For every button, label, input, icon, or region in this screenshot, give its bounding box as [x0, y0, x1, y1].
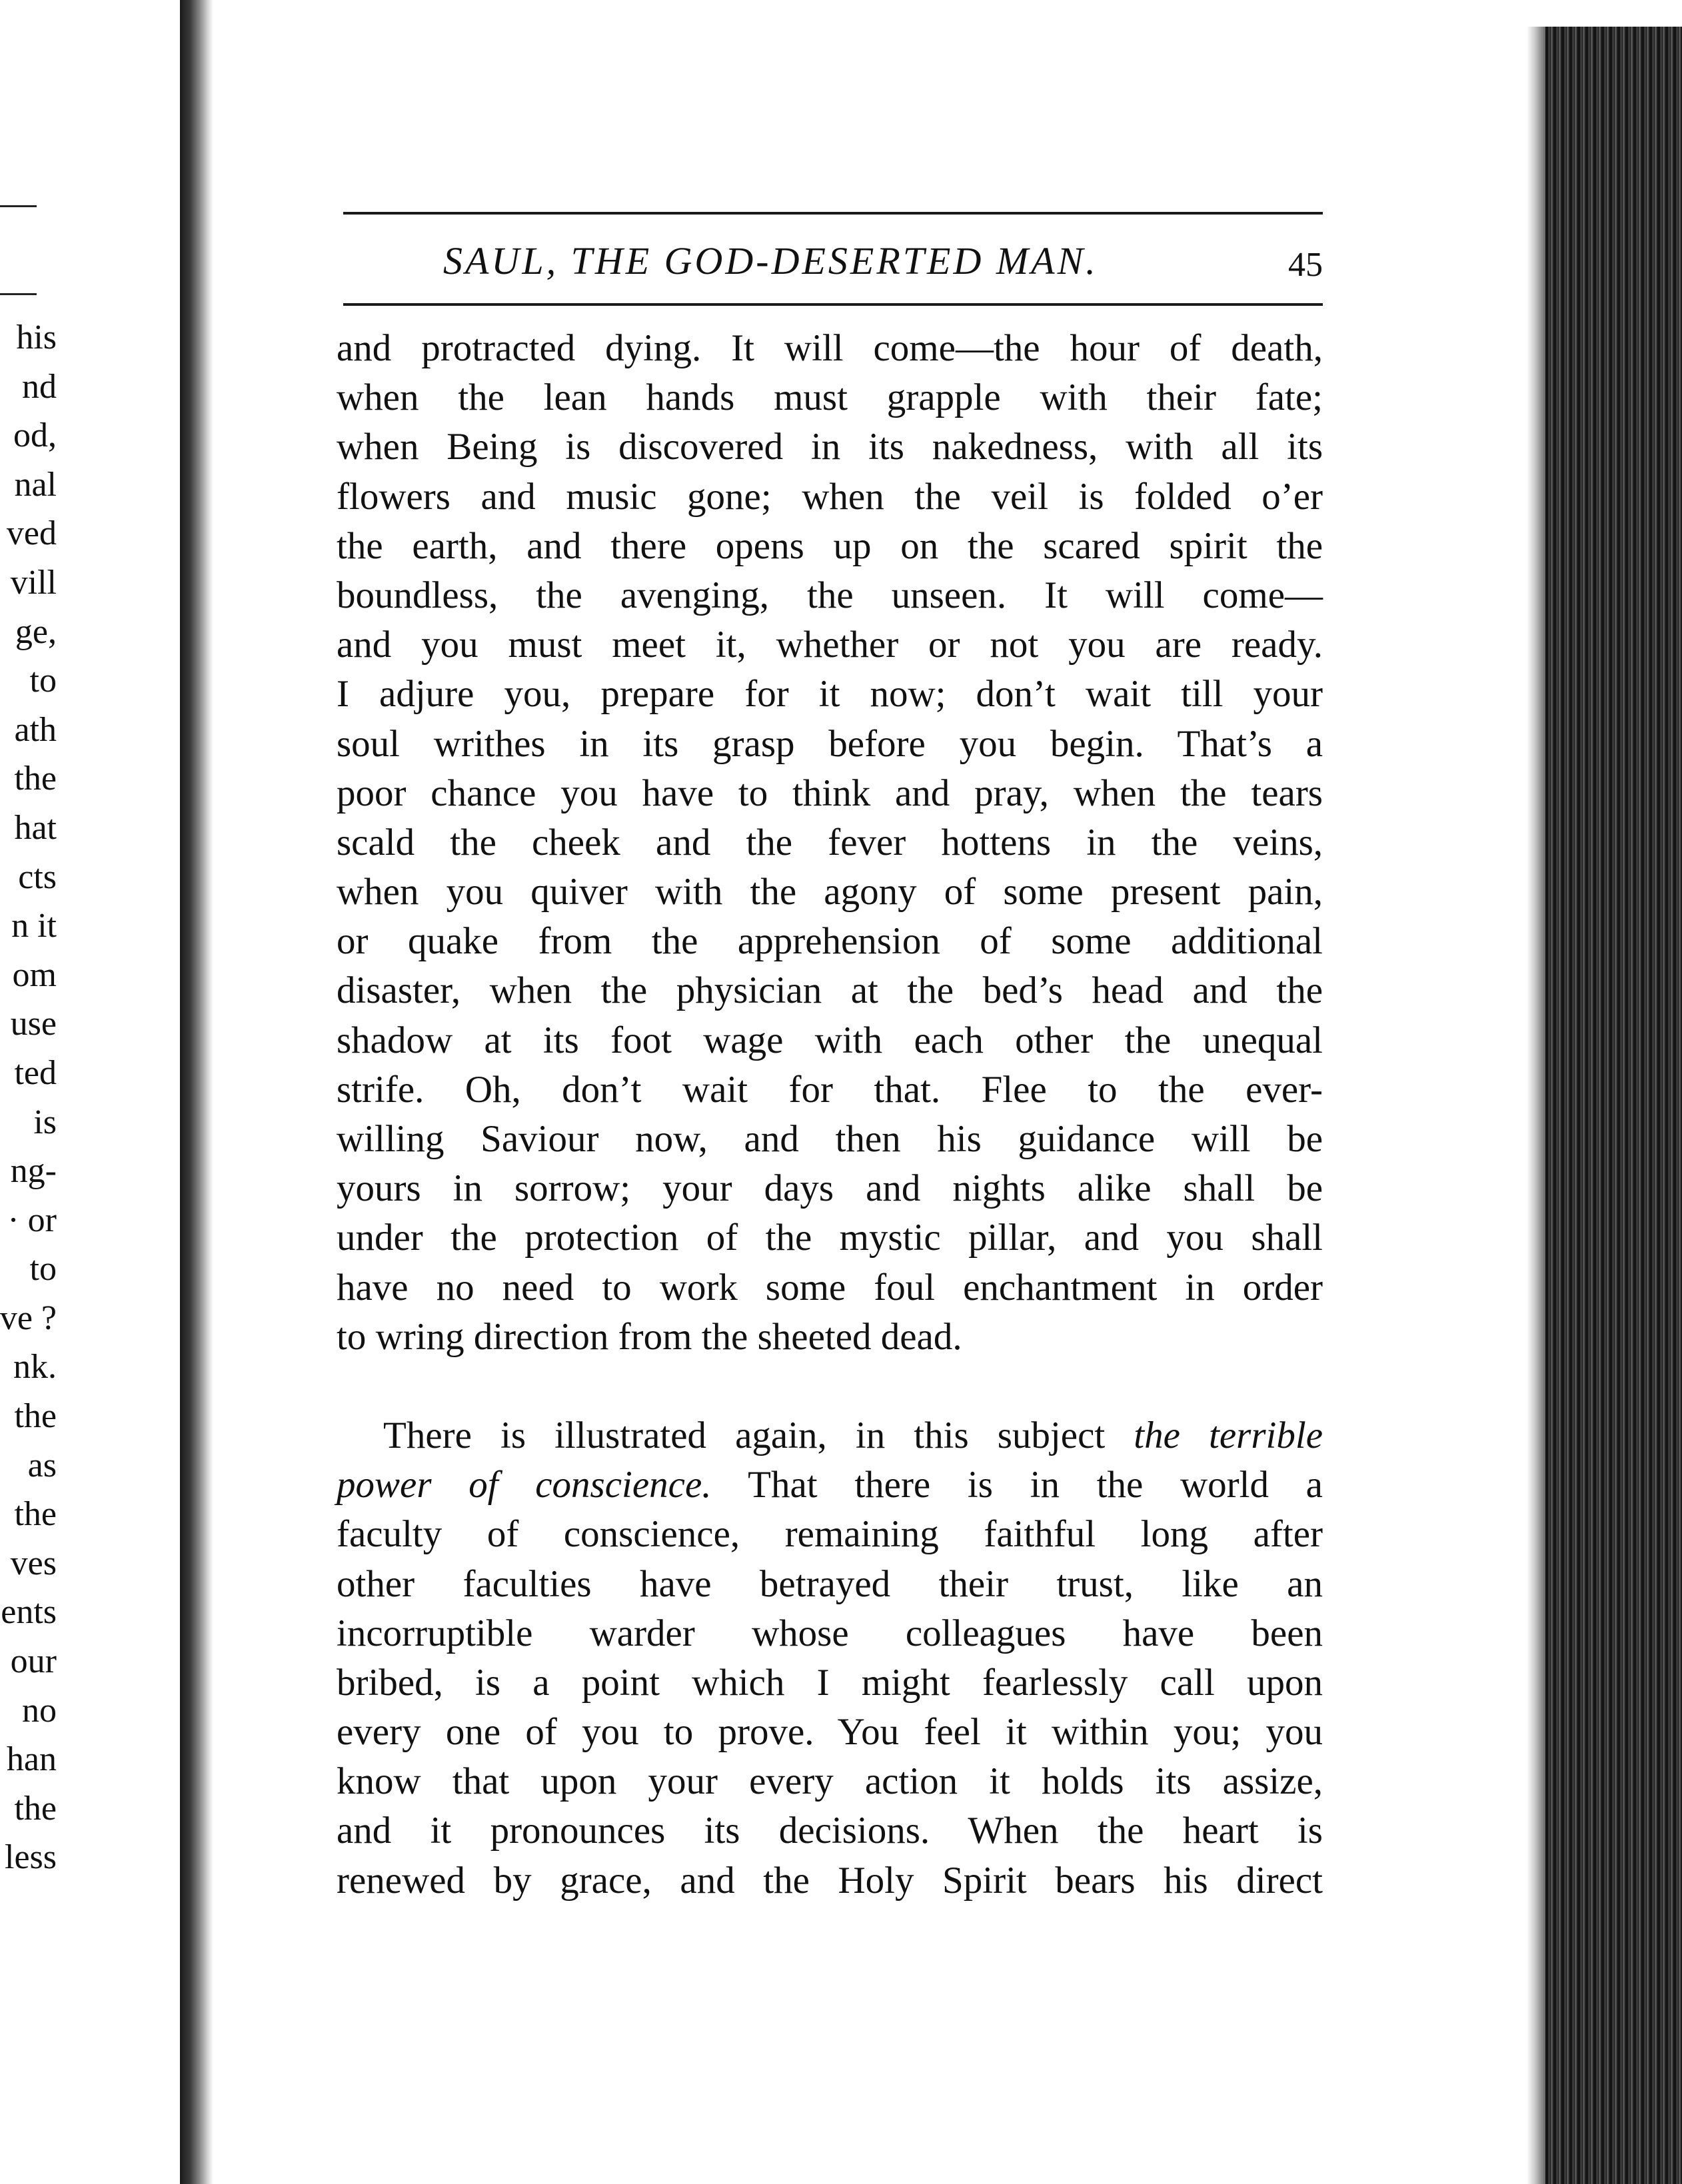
- text-line: when Being is discovered in its nakedness, with all its: [337, 426, 1323, 468]
- left-page-text-fragments: [0, 313, 57, 1882]
- book-page: [213, 0, 1545, 2184]
- left-page-fragment: our: [10, 1642, 57, 1681]
- text-line: soul writhes in its grasp before you begin. That’s a: [337, 722, 1323, 765]
- text-line: under the protection of the mystic pillar, and you shall: [337, 1217, 1323, 1259]
- text-run: That there is in the world a: [711, 1464, 1323, 1506]
- text-line: or quake from the apprehension of some additional: [337, 920, 1323, 963]
- left-page-fragment: as: [27, 1446, 57, 1484]
- italic-text-run: power of conscience.: [337, 1464, 712, 1506]
- left-page-fragment: the: [14, 1789, 57, 1828]
- text-line: incorruptible warder whose colleagues have been: [337, 1612, 1323, 1654]
- text-line: and you must meet it, whether or not you are ready.: [337, 624, 1323, 666]
- paragraph-2: [337, 1411, 1323, 1906]
- left-page-fragment: is: [33, 1103, 57, 1141]
- paragraph-gap: [337, 1362, 1323, 1411]
- text-line: and protracted dying. It will come—the hour of death,: [337, 327, 1323, 369]
- left-page-fragment: to: [29, 662, 57, 700]
- text-line: boundless, the avenging, the unseen. It will come—: [337, 574, 1323, 616]
- text-line: strife. Oh, don’t wait for that. Flee to the ever-: [337, 1068, 1323, 1111]
- left-page-fragment: hat: [14, 808, 57, 847]
- text-line: faculty of conscience, remaining faithful long after: [337, 1513, 1323, 1556]
- text-line: when the lean hands must grapple with their fate;: [337, 376, 1323, 419]
- text-line: and it pronounces its decisions. When the heart is: [337, 1810, 1323, 1852]
- left-page-fragment: the: [14, 1397, 57, 1436]
- top-corner: [1545, 0, 1682, 27]
- text-line: shadow at its foot wage with each other the unequal: [337, 1019, 1323, 1061]
- text-line: the earth, and there opens up on the scared spirit the: [337, 524, 1323, 567]
- text-line: willing Saviour now, and then his guidance will be: [337, 1118, 1323, 1160]
- left-page-fragment: ves: [10, 1544, 57, 1582]
- left-page-fragment: nd: [22, 367, 57, 406]
- text-line: other faculties have betrayed their trust, like an: [337, 1562, 1323, 1605]
- left-page-fragment: han: [6, 1740, 57, 1779]
- left-page-fragment: his: [16, 318, 57, 356]
- left-page-rule-top: [0, 205, 37, 207]
- italic-text-run: the terrible: [1134, 1414, 1323, 1456]
- left-page-fragment: ve ?: [0, 1299, 57, 1337]
- left-page-fragment: ted: [14, 1053, 57, 1092]
- left-page-fragment: ents: [1, 1593, 57, 1632]
- text-line: every one of you to prove. You feel it within you; you: [337, 1711, 1323, 1754]
- left-page-sliver: [0, 0, 180, 2184]
- text-line: have no need to work some foul enchantment in order: [337, 1266, 1323, 1309]
- text-line: scald the cheek and the fever hottens in the veins,: [337, 821, 1323, 863]
- left-page-fragment: ved: [6, 514, 57, 553]
- text-line: [337, 1411, 1323, 1460]
- paragraph-1: [337, 324, 1323, 1362]
- left-page-fragment: cts: [18, 857, 57, 896]
- left-page-fragment: the: [14, 760, 57, 798]
- body-text: [337, 324, 1323, 1906]
- text-line: bribed, is a point which I might fearlessly call upon: [337, 1661, 1323, 1704]
- left-page-fragment: nal: [14, 465, 57, 504]
- left-page-fragment: less: [5, 1838, 57, 1877]
- text-line: when you quiver with the agony of some present pain,: [337, 871, 1323, 913]
- text-line: know that upon your every action it holds its assize,: [337, 1760, 1323, 1803]
- left-page-rule-bottom: [0, 293, 37, 295]
- left-page-fragment: vill: [10, 563, 57, 602]
- left-page-fragment: to: [29, 1250, 57, 1289]
- text-line: [337, 1460, 1323, 1510]
- text-line: I adjure you, prepare for it now; don’t wait till your: [337, 673, 1323, 716]
- left-page-fragment: od,: [13, 416, 57, 455]
- header-rule-top: [343, 212, 1323, 215]
- left-page-fragment: n it: [11, 907, 57, 945]
- text-line: renewed by grace, and the Holy Spirit bears his direct: [337, 1859, 1323, 1902]
- text-line: to wring direction from the sheeted dead.: [337, 1315, 962, 1358]
- page-number: 45: [1288, 246, 1323, 284]
- text-line: flowers and music gone; when the veil is folded o’er: [337, 475, 1323, 518]
- left-page-fragment: use: [10, 1005, 57, 1043]
- text-line: yours in sorrow; your days and nights alike shall be: [337, 1167, 1323, 1210]
- left-page-fragment: no: [22, 1691, 57, 1730]
- left-page-fragment: ng-: [10, 1152, 57, 1191]
- left-page-fragment: the: [14, 1495, 57, 1534]
- header-rule-bottom: [343, 303, 1323, 306]
- left-page-fragment: om: [12, 955, 57, 994]
- text-run: There is illustrated again, in this subject: [383, 1414, 1134, 1456]
- text-line: disaster, when the physician at the bed’s head and the: [337, 969, 1323, 1012]
- book-gutter: [180, 0, 213, 2184]
- running-head: SAUL, THE GOD-DESERTED MAN.: [443, 239, 1098, 282]
- text-line: poor chance you have to think and pray, when the tears: [337, 772, 1323, 814]
- left-page-fragment: nk.: [13, 1348, 57, 1386]
- page-header: [343, 212, 1323, 308]
- left-page-fragment: · or: [7, 1201, 57, 1239]
- left-page-fragment: ge,: [15, 612, 57, 651]
- page-stack-edge: [1545, 27, 1682, 2184]
- left-page-fragment: ath: [14, 710, 57, 749]
